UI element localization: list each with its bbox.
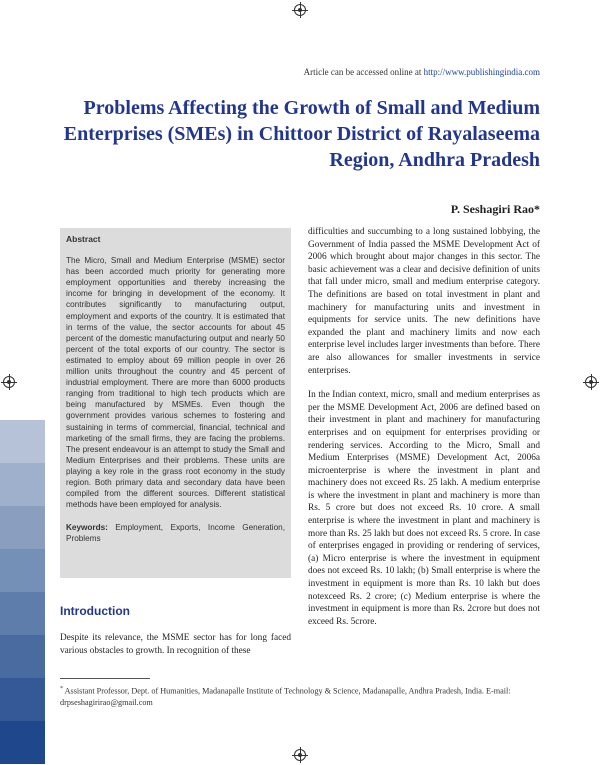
side-color-bar xyxy=(0,420,45,463)
abstract-text: The Micro, Small and Medium Enterprise (MSME) sector has been accorded much priority for generating more employment opportunities and thereby increasing the income for bringing in development of the economy. It contributes significantly to manufacturing output, employment and exports of the country. It is estimated that in terms of the value, the sector accounts for about 45 percent of the domestic manufacturing output and nearly 50 percent of the total exports of our country. The sector is estimated to employ about 69 million people in over 26 million units throughout the country and 45 percent of industrial employment. There are more than 6000 products ranging from traditional to high tech products which are being manufactured by MSMEs. Even though the government provides various schemes to fostering and sustaining in terms of commercial, financial, technical and marketing of the small firms, they are facing the problems. The present endeavour is an attempt to study the Small and Medium Enterprises and their problems. These units are playing a key role in the grass root economy in the study region. Both primary data and secondary data have been compiled from the different sources. Different statistical methods have been employed for analysis. xyxy=(66,256,285,510)
side-color-bar xyxy=(0,678,45,721)
paragraph-1: difficulties and succumbing to a long sustained lobbying, the Government of India passed the MSME Development Act of 2006 which brought about major changes in this sector. The basic achievement was a clear and decisive definition of units that fall under micro, small and medium enterprise category. The definitions are based on total investment in plant and machinery for manufacturing units and investment in equipments for service units. The new definitions have expanded the plant and machinery limits and now each enterprise level includes larger investments than before. There are also allowances for smaller investments in service enterprises. xyxy=(308,227,540,376)
side-color-bars xyxy=(0,420,45,765)
right-column xyxy=(308,226,540,640)
footnote xyxy=(60,684,540,708)
access-url-link[interactable]: http://www.publishingindia.com xyxy=(423,67,540,77)
footnote-rule xyxy=(60,678,150,679)
registration-mark-right xyxy=(585,376,597,388)
side-color-bar xyxy=(0,549,45,592)
keywords-text: Employment, Exports, Income Generation, Problems xyxy=(66,523,285,544)
side-color-bar xyxy=(0,635,45,678)
access-prefix: Article can be accessed online at xyxy=(303,67,422,77)
keywords-label: Keywords: xyxy=(66,523,108,533)
footnote-text: Assistant Professor, Dept. of Humanities, Madanapalle Institute of Technology & Science, Madanapalle, Andhra Pradesh, India. E-mail: drpseshagirirao@gmail.com xyxy=(60,686,511,707)
paragraph-2: In the Indian context, micro, small and medium enterprises as per the MSME Development Act, 2006 are defined based on their investment in plant and machinery for manufacturing enterprises and on equipment for enterprises providing or rendering services. According to the Micro, Small and Medium Enterprises (MSME) Development Act, 2006a microenterprise is where the investment in plant and machinery does not exceed Rs. 25 lakh. A medium enterprise is where the investment in plant and machinery is more than Rs. 5 crore but does not exceed Rs. 10 crore. A small enterprise is where the investment in plant and machinery is more than Rs. 25 lakh but does not exceed Rs. 5 crore. In case of enterprises engaged in providing or rendering of services, (a) Micro enterprise is where the investment in equipment does not exceed Rs. 10 lakh; (b) Small enterprise is where the investment in equipment is more than Rs. 10 lakh but does notexceed Rs. 2 crore; (c) Medium enterprise is where the investment in equipment is more than Rs. 2crore but does not exceed Rs. 5crore. xyxy=(308,390,540,627)
side-color-bar xyxy=(0,721,45,764)
introduction-heading: Introduction xyxy=(60,604,130,618)
keywords xyxy=(66,522,285,544)
abstract-box xyxy=(60,228,291,578)
access-line xyxy=(304,67,540,77)
side-color-bar xyxy=(0,506,45,549)
abstract-heading: Abstract xyxy=(66,234,101,244)
registration-mark-bottom xyxy=(294,749,306,761)
side-color-bar xyxy=(0,463,45,506)
introduction-text: Despite its relevance, the MSME sector has for long faced various obstacles to growth. In recognition of these xyxy=(60,633,291,656)
side-color-bar xyxy=(0,592,45,635)
article-title: Problems Affecting the Growth of Small and Medium Enterprises (SMEs) in Chittoor District of Rayalaseema Region, Andhra Pradesh xyxy=(63,97,540,171)
footnote-mark: * xyxy=(60,686,63,692)
author-name: P. Seshagiri Rao* xyxy=(450,202,540,216)
registration-mark-top xyxy=(294,4,306,16)
registration-mark-left xyxy=(3,376,15,388)
